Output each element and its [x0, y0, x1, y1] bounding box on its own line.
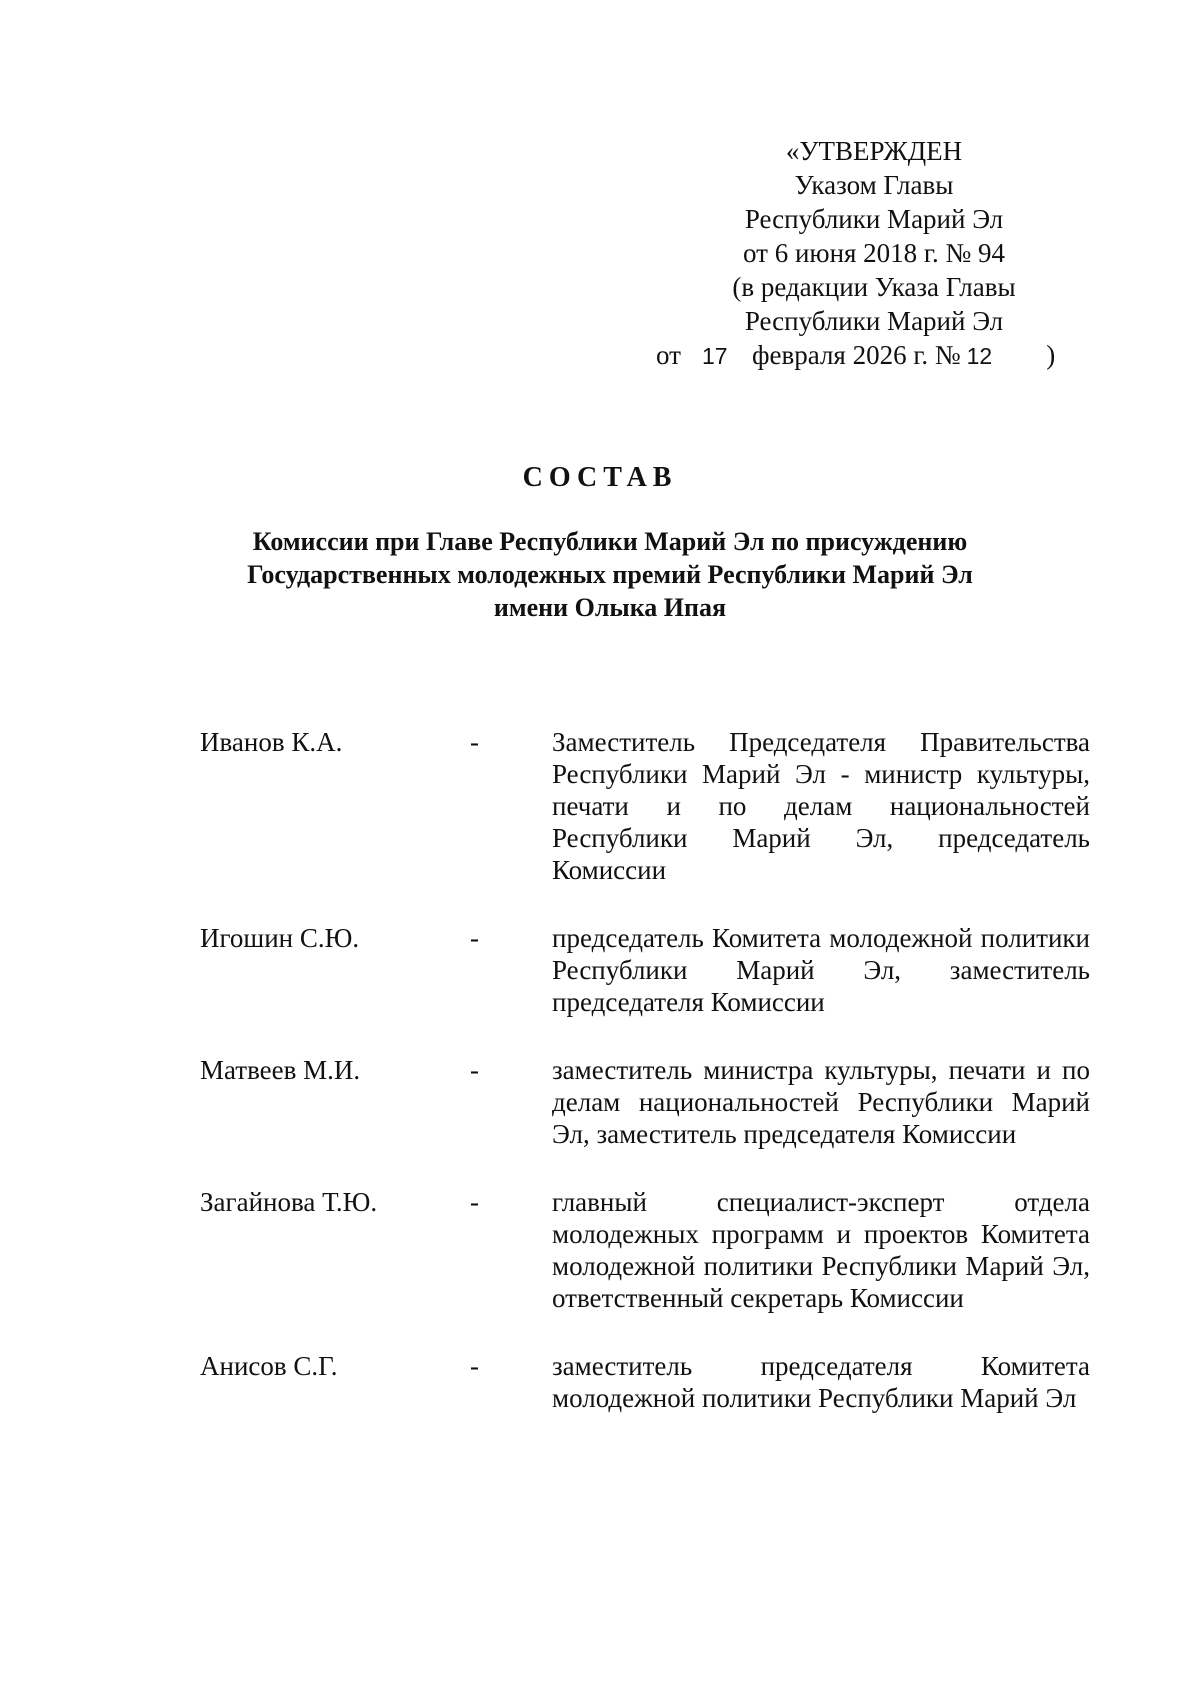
- member-row: [200, 726, 1090, 886]
- approval-line-approved: «УТВЕРЖДЕН: [785, 136, 963, 166]
- approval-line-republic-2: Республики Марий Эл: [744, 306, 1004, 336]
- member-name: Игошин С.Ю.: [200, 923, 360, 953]
- document-subtitle: [190, 525, 1030, 624]
- member-row: [200, 922, 1090, 1018]
- approval-stamp: [654, 134, 1094, 373]
- edition-number: 12: [966, 343, 993, 369]
- members-list: [200, 726, 1090, 1414]
- member-row: [200, 1350, 1090, 1414]
- member-role: Заместитель Председателя Правительства Республики Марий Эл - министр культуры, печати и по делам национальностей Республики Марий Эл, председатель Комиссии: [552, 727, 1090, 885]
- approval-line-edition: (в редакции Указа Главы: [732, 272, 1016, 302]
- member-name: Матвеев М.И.: [200, 1055, 361, 1085]
- member-dash: -: [470, 1351, 479, 1381]
- member-role: председатель Комитета молодежной политики Республики Марий Эл, заместитель председателя Комиссии: [552, 923, 1090, 1017]
- member-name: Загайнова Т.Ю.: [200, 1187, 378, 1217]
- approval-line-edition-date: [654, 338, 1094, 373]
- approval-line-decree: Указом Главы: [794, 170, 954, 200]
- edition-date-day: 17: [702, 343, 728, 369]
- member-role: заместитель министра культуры, печати и по делам национальностей Республики Марий Эл, заместитель председателя Комиссии: [552, 1055, 1090, 1149]
- member-name: Анисов С.Г.: [200, 1351, 338, 1381]
- member-row: [200, 1186, 1090, 1314]
- edition-date-rest: февраля 2026 г. №: [752, 340, 961, 370]
- member-dash: -: [470, 727, 479, 757]
- member-row: [200, 1054, 1090, 1150]
- subtitle-line-2: Государственных молодежных премий Республики Марий Эл: [247, 560, 973, 589]
- member-name: Иванов К.А.: [200, 727, 343, 757]
- member-dash: -: [470, 1055, 479, 1085]
- edition-close-paren: ): [1046, 340, 1056, 370]
- member-role: главный специалист-эксперт отдела молодежных программ и проектов Комитета молодежной политики Республики Марий Эл, ответственный секретарь Комиссии: [552, 1187, 1090, 1313]
- subtitle-line-1: Комиссии при Главе Республики Марий Эл по присуждению: [252, 527, 968, 556]
- document-title: СОСТАВ: [522, 462, 678, 493]
- member-dash: -: [470, 923, 479, 953]
- approval-line-date: от 6 июня 2018 г. № 94: [743, 238, 1005, 268]
- member-dash: -: [470, 1187, 479, 1217]
- member-role: заместитель председателя Комитета молодежной политики Республики Марий Эл: [552, 1351, 1090, 1413]
- edition-date-prefix: от: [656, 340, 681, 370]
- subtitle-line-3: имени Олыка Ипая: [493, 593, 727, 622]
- approval-line-republic: Республики Марий Эл: [744, 204, 1004, 234]
